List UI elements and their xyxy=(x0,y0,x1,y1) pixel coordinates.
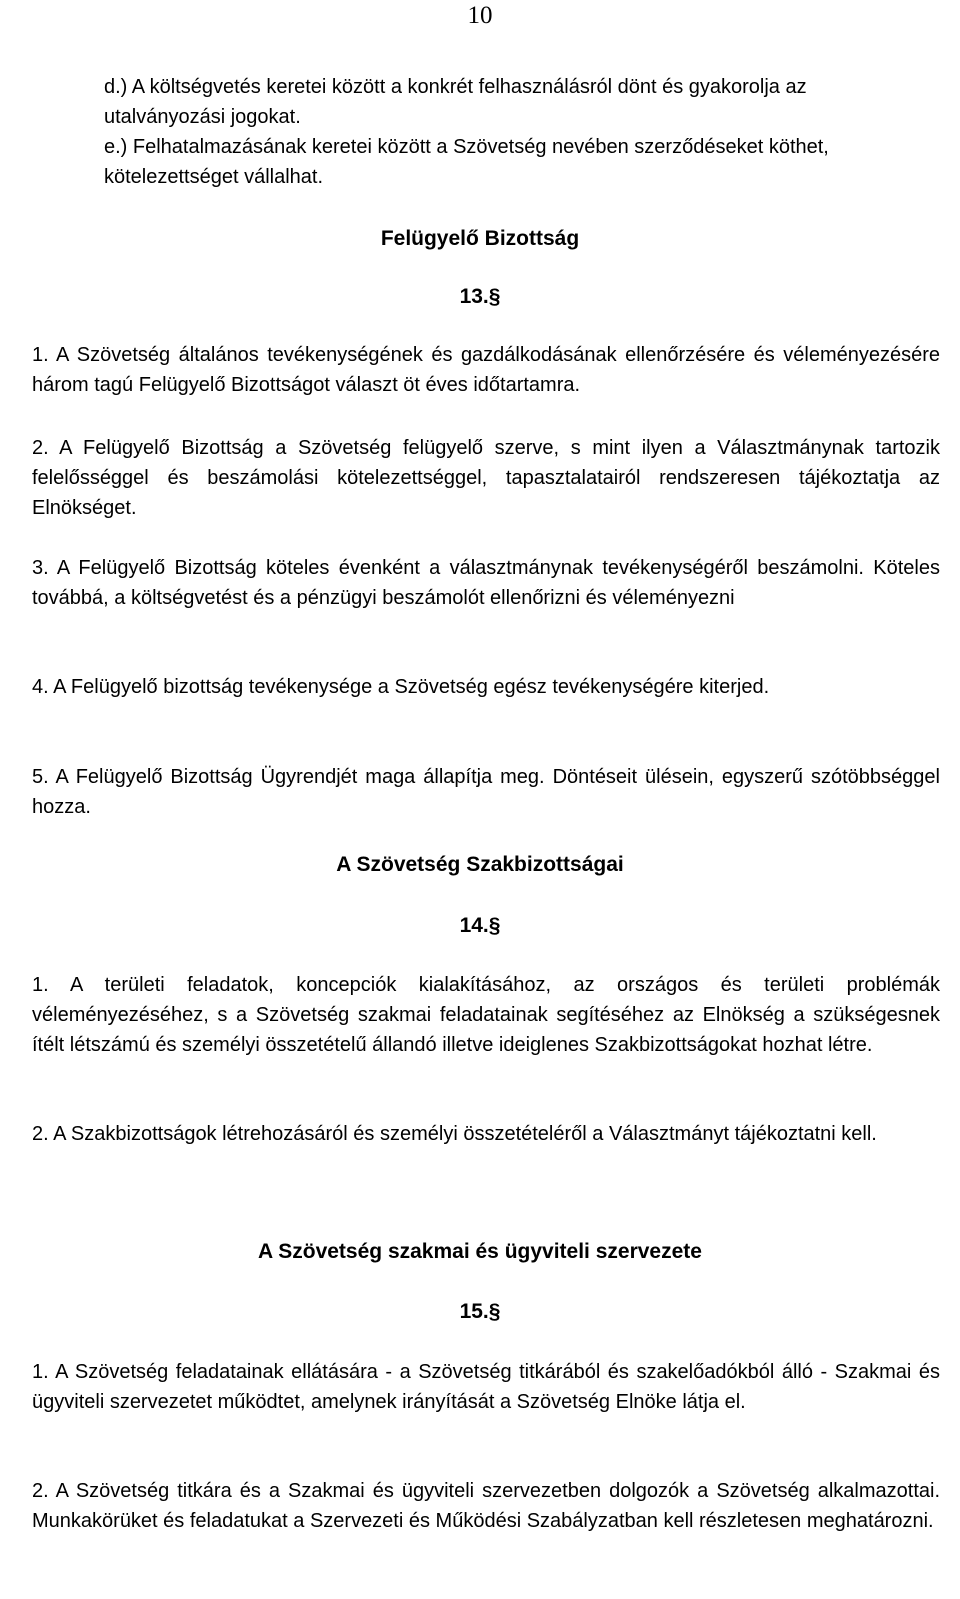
section-heading-felugyelo-bizottsag: Felügyelő Bizottság xyxy=(380,227,580,250)
paragraph-13-2: 2. A Felügyelő Bizottság a Szövetség felügyelő szerve, s mint ilyen a Választmánynak tartozik felelősséggel és beszámolási kötelezettséggel, tapasztalatairól rendszeresen tájékoztatja az Elnökséget. xyxy=(32,437,940,519)
paragraph-13-4: 4. A Felügyelő bizottság tevékenysége a Szövetség egész tevékenységére kiterjed. xyxy=(32,676,770,698)
paragraph-15-1: 1. A Szövetség feladatainak ellátására - a Szövetség titkárából és szakelőadókból álló - Szakmai és ügyviteli szervezetet működtet, amelynek irányítását a Szövetség Elnöke látja el. xyxy=(32,1361,940,1413)
section-number-14: 14.§ xyxy=(459,914,501,937)
paragraph-13-3: 3. A Felügyelő Bizottság köteles évenként a választmánynak tevékenységéről beszámolni. Köteles továbbá, a költségvetést és a pénzügyi beszámolót ellenőrizni és véleményezni xyxy=(32,557,940,609)
section-number-15: 15.§ xyxy=(459,1300,501,1323)
list-item-d: d.) A költségvetés keretei között a konkrét felhasználásról dönt és gyakorolja az utalványozási jogokat. xyxy=(104,76,807,128)
section-heading-szakmai-ugyviteli: A Szövetség szakmai és ügyviteli szervezete xyxy=(258,1240,702,1263)
section-number-13: 13.§ xyxy=(459,285,501,308)
list-item-e: e.) Felhatalmazásának keretei között a Szövetség nevében szerződéseket köthet, kötelezettséget vállalhat. xyxy=(104,136,829,188)
section-heading-szakbizottsagai: A Szövetség Szakbizottságai xyxy=(336,853,624,876)
paragraph-13-1: 1. A Szövetség általános tevékenységének és gazdálkodásának ellenőrzésére és véleményezésére három tagú Felügyelő Bizottságot választ öt éves időtartamra. xyxy=(32,344,940,396)
paragraph-14-2: 2. A Szakbizottságok létrehozásáról és személyi összetételéről a Választmányt tájékoztatni kell. xyxy=(32,1123,877,1145)
paragraph-14-1: 1. A területi feladatok, koncepciók kialakításához, az országos és területi problémák véleményezéséhez, s a Szövetség szakmai feladatainak segítéséhez az Elnökség a szükségesnek ítélt létszámú és személyi összetételű állandó illetve ideiglenes Szakbizottságokat hozhat létre. xyxy=(32,974,940,1056)
page-number: 10 xyxy=(467,2,493,29)
paragraph-15-2: 2. A Szövetség titkára és a Szakmai és ügyviteli szervezetben dolgozók a Szövetség alkalmazottai. Munkakörüket és feladatukat a Szervezeti és Működési Szabályzatban kell részletesen meghatározni. xyxy=(32,1480,940,1532)
paragraph-13-5: 5. A Felügyelő Bizottság Ügyrendjét maga állapítja meg. Döntéseit ülésein, egyszerű szótöbbséggel hozza. xyxy=(32,766,940,818)
